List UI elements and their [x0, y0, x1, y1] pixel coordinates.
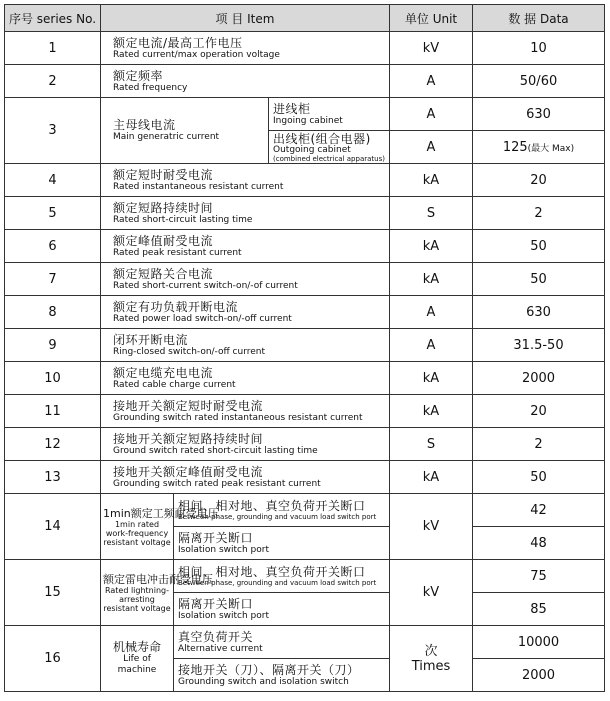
item-en: Rated current/max operation voltage — [113, 49, 280, 60]
row-value: 2 — [473, 428, 605, 461]
item-en: Ring-closed switch-on/-off current — [113, 346, 266, 357]
row-number: 9 — [5, 329, 101, 362]
row-value: 2 — [473, 197, 605, 230]
item-en: Rated short-current switch-on/-of current — [113, 280, 298, 291]
group-zh: 1min额定工频耐受电压 — [103, 506, 219, 520]
header-series: 序号 series No. — [5, 5, 101, 32]
row-number: 1 — [5, 32, 101, 65]
row-unit: kV — [390, 560, 473, 626]
sub-item — [174, 494, 390, 527]
row-value: 50 — [473, 263, 605, 296]
row-unit: A — [390, 98, 473, 131]
row-unit: A — [390, 65, 473, 98]
item-zh: 接地开关额定短路持续时间 — [113, 431, 264, 446]
row-unit: kA — [390, 230, 473, 263]
item-en: Rated power load switch-on/-off current — [113, 313, 292, 324]
row-number: 4 — [5, 164, 101, 197]
row-value: 75 — [473, 560, 605, 593]
row-unit: kA — [390, 362, 473, 395]
row-unit: A — [390, 329, 473, 362]
row-unit: kA — [390, 164, 473, 197]
table-row — [5, 329, 605, 362]
row-number: 16 — [5, 626, 101, 692]
table-row — [5, 395, 605, 428]
row-value: 10 — [473, 32, 605, 65]
row-item — [101, 164, 390, 197]
table-row — [5, 32, 605, 65]
sub-item-en: Between-phase, grounding and vacuum load switch port — [178, 513, 377, 521]
table-row — [5, 65, 605, 98]
unit-zh: 次 — [424, 643, 438, 659]
sub-item — [269, 98, 390, 131]
sub-item — [174, 527, 390, 560]
item-en: Rated short-circuit lasting time — [113, 214, 253, 225]
row-item — [101, 362, 390, 395]
row-unit: S — [390, 197, 473, 230]
row-value: 10000 — [473, 626, 605, 659]
row-item — [101, 395, 390, 428]
item-zh: 额定峰值耐受电流 — [113, 233, 214, 248]
sub-item-zh: 相间、相对地、真空负荷开关断口 — [178, 499, 366, 513]
row-unit: A — [390, 131, 473, 164]
row-value: 85 — [473, 593, 605, 626]
item-en: Rated peak resistant current — [113, 247, 242, 258]
row-number: 2 — [5, 65, 101, 98]
sub-item — [174, 560, 390, 593]
table-header-row — [5, 5, 605, 32]
row-item — [101, 230, 390, 263]
item-en: Grounding switch rated instantaneous resistant current — [113, 412, 363, 423]
specification-table — [4, 4, 605, 692]
item-en: Ground switch rated short-circuit lasting time — [113, 445, 318, 456]
table-row — [5, 164, 605, 197]
item-zh: 闭环开断电流 — [113, 332, 189, 347]
sub-item-en: Alternative current — [178, 643, 263, 654]
row-number: 6 — [5, 230, 101, 263]
item-en: Grounding switch rated peak resistant current — [113, 478, 321, 489]
table-row — [5, 296, 605, 329]
row-unit: kA — [390, 263, 473, 296]
row-value: 20 — [473, 164, 605, 197]
sub-item-en-note: (combined electrical apparatus) — [273, 154, 385, 163]
group-en: 1min rated work-frequency resistant voltage — [103, 519, 171, 547]
row-item — [101, 197, 390, 230]
group-en: Rated lightning-arresting resistant voltage — [103, 585, 171, 613]
sub-item — [174, 593, 390, 626]
row-value: 630 — [473, 296, 605, 329]
value-note: (最大 Max) — [527, 143, 575, 154]
row-group-label — [101, 560, 213, 626]
row-value: 42 — [473, 494, 605, 527]
row-item — [101, 296, 390, 329]
row-group-label — [101, 626, 174, 692]
sub-item-en: Ingoing cabinet — [273, 115, 343, 126]
sub-item-zh: 隔离开关断口 — [178, 530, 254, 545]
table-row — [5, 362, 605, 395]
row-number: 10 — [5, 362, 101, 395]
table-row — [5, 461, 605, 494]
table-row — [5, 494, 605, 527]
sub-item-en: Isolation switch port — [178, 544, 270, 555]
row-value: 2000 — [473, 659, 605, 692]
row-number: 8 — [5, 296, 101, 329]
header-data: 数 据 Data — [473, 5, 605, 32]
row-unit: A — [390, 296, 473, 329]
row-value: 48 — [473, 527, 605, 560]
row-unit: kV — [390, 494, 473, 560]
table-row — [5, 197, 605, 230]
row-item — [101, 461, 390, 494]
group-zh: 额定雷电冲击耐受电压 — [103, 572, 213, 586]
item-en: Rated cable charge current — [113, 379, 236, 390]
item-zh: 额定短时耐受电流 — [113, 167, 214, 182]
table-row — [5, 263, 605, 296]
row-value: 2000 — [473, 362, 605, 395]
table-row — [5, 230, 605, 263]
row-number: 15 — [5, 560, 101, 626]
sub-item-zh: 相间、相对地、真空负荷开关断口 — [178, 565, 366, 579]
row-number: 14 — [5, 494, 101, 560]
sub-item — [174, 659, 390, 692]
row-value: 20 — [473, 395, 605, 428]
row-unit: kV — [390, 32, 473, 65]
item-en: Rated instantaneous resistant current — [113, 181, 284, 192]
sub-item-zh: 进线柜 — [273, 101, 311, 116]
table-row — [5, 626, 605, 659]
sub-item-zh: 出线柜(组合电器) — [273, 131, 371, 146]
table-row — [5, 428, 605, 461]
item-zh: 额定频率 — [113, 68, 164, 83]
row-item — [101, 98, 269, 164]
value-main: 125 — [502, 139, 528, 155]
sub-item-en: Outgoing cabinet — [273, 144, 351, 155]
sub-item-en: Between-phase, grounding and vacuum load switch port — [178, 579, 377, 587]
item-en: Main generatric current — [113, 132, 220, 142]
row-item — [101, 329, 390, 362]
header-item: 项 目 Item — [101, 5, 390, 32]
item-zh: 接地开关额定峰值耐受电流 — [113, 464, 264, 479]
row-item — [101, 32, 390, 65]
sub-item-en: Isolation switch port — [178, 610, 270, 621]
row-number: 7 — [5, 263, 101, 296]
row-value — [473, 131, 605, 164]
table-row — [5, 560, 605, 593]
row-value: 630 — [473, 98, 605, 131]
row-number: 3 — [5, 98, 101, 164]
row-unit: kA — [390, 461, 473, 494]
item-en: Rated frequency — [113, 82, 188, 93]
item-zh: 额定短路关合电流 — [113, 266, 214, 281]
sub-item-zh: 真空负荷开关 — [178, 629, 254, 644]
row-number: 5 — [5, 197, 101, 230]
row-item — [101, 65, 390, 98]
item-zh: 主母线电流 — [113, 118, 176, 132]
item-zh: 额定有功负载开断电流 — [113, 299, 239, 314]
item-zh: 额定短路持续时间 — [113, 200, 214, 215]
row-unit — [390, 626, 473, 692]
item-zh: 接地开关额定短时耐受电流 — [113, 398, 264, 413]
row-value: 50 — [473, 230, 605, 263]
row-number: 13 — [5, 461, 101, 494]
row-item — [101, 263, 390, 296]
row-number: 11 — [5, 395, 101, 428]
sub-item — [174, 626, 390, 659]
row-number: 12 — [5, 428, 101, 461]
row-value: 31.5-50 — [473, 329, 605, 362]
item-zh: 额定电缆充电电流 — [113, 365, 214, 380]
row-unit: kA — [390, 395, 473, 428]
row-value: 50/60 — [473, 65, 605, 98]
header-unit: 单位 Unit — [390, 5, 473, 32]
item-zh: 额定电流/最高工作电压 — [113, 35, 243, 50]
sub-item-zh: 隔离开关断口 — [178, 596, 254, 611]
group-en: Life of machine — [117, 654, 157, 675]
sub-item — [269, 131, 390, 164]
unit-en: Times — [411, 658, 451, 674]
sub-item-en: Grounding switch and isolation switch — [178, 676, 349, 687]
table-row — [5, 98, 605, 131]
row-item — [101, 428, 390, 461]
row-unit: S — [390, 428, 473, 461]
group-zh: 机械寿命 — [112, 640, 161, 654]
sub-item-zh: 接地开关（刀）、隔离开关（刀） — [178, 662, 360, 677]
row-value: 50 — [473, 461, 605, 494]
